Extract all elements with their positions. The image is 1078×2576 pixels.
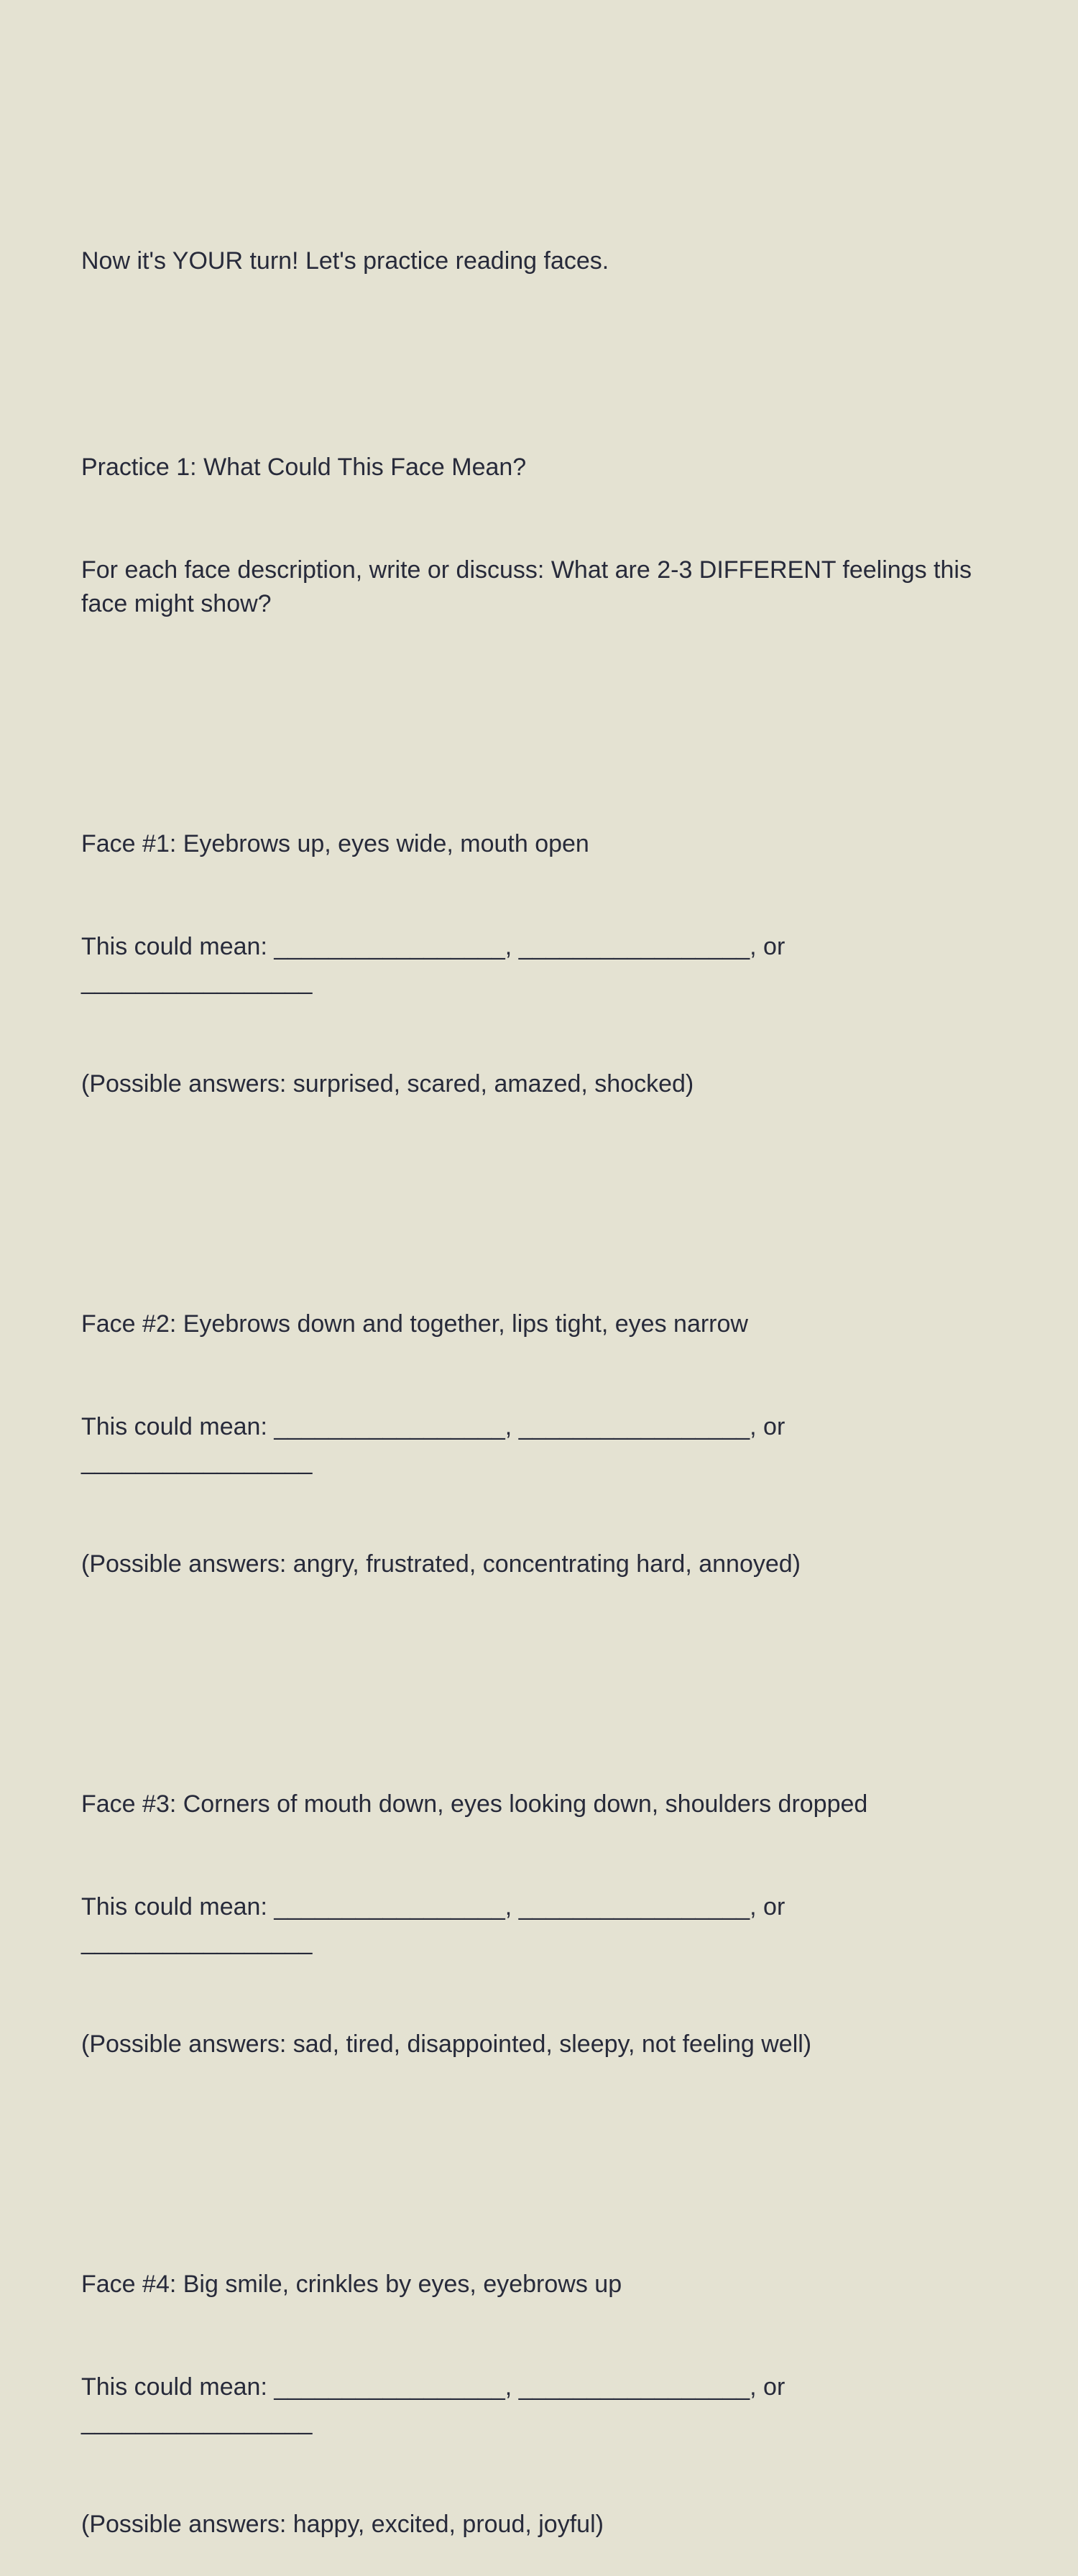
face-4-blanks: This could mean: _________________, _________________, or _________________ xyxy=(81,2373,792,2435)
face-4-answers: (Possible answers: happy, excited, proud, joyful) xyxy=(81,2510,604,2538)
face-1-answers: (Possible answers: surprised, scared, amazed, shocked) xyxy=(81,1070,694,1098)
spacer xyxy=(81,1650,998,1685)
face-3-title: Face #3: Corners of mouth down, eyes looking down, shoulders dropped xyxy=(81,1790,868,1818)
spacer xyxy=(81,348,998,382)
face-2-title: Face #2: Eyebrows down and together, lips tight, eyes narrow xyxy=(81,1310,748,1338)
spacer xyxy=(81,691,998,725)
face-2-blanks: This could mean: _________________, _________________, or _________________ xyxy=(81,1413,792,1475)
face-3-answers: (Possible answers: sad, tired, disappointed, sleepy, not feeling well) xyxy=(81,2030,812,2058)
face-2-answers: (Possible answers: angry, frustrated, concentrating hard, annoyed) xyxy=(81,1550,801,1578)
practice-title: Practice 1: What Could This Face Mean? xyxy=(81,453,527,481)
worksheet xyxy=(81,176,998,2576)
face-1-blanks: This could mean: _________________, _________________, or _________________ xyxy=(81,933,792,995)
face-4-title: Face #4: Big smile, crinkles by eyes, eyebrows up xyxy=(81,2270,622,2298)
intro-text: Now it's YOUR turn! Let's practice reading faces. xyxy=(81,247,609,275)
spacer xyxy=(81,2130,998,2165)
face-3-blanks: This could mean: _________________, _________________, or _________________ xyxy=(81,1893,792,1955)
spacer xyxy=(81,1170,998,1205)
practice-instructions: For each face description, write or discuss: What are 2-3 DIFFERENT feelings this face might show? xyxy=(81,556,979,618)
face-1-title: Face #1: Eyebrows up, eyes wide, mouth open xyxy=(81,830,589,858)
